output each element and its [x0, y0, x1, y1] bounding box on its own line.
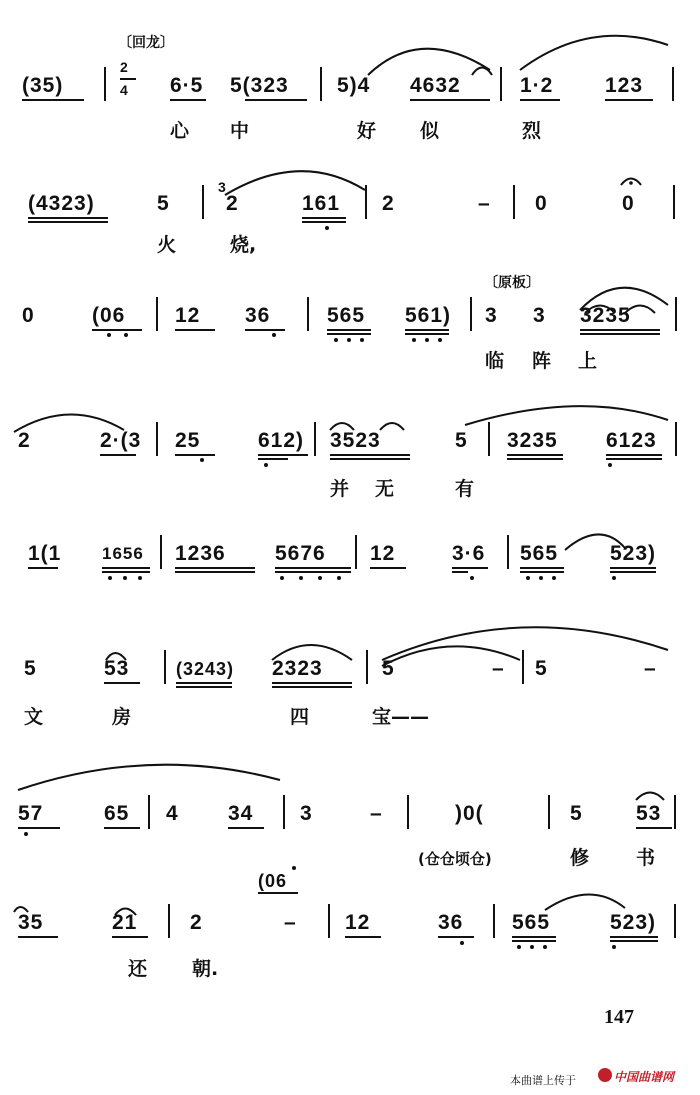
note-group: 0: [535, 192, 548, 215]
octave-dot: [438, 338, 442, 342]
octave-dot: [612, 576, 616, 580]
underline: [175, 454, 215, 456]
octave-dot: [200, 458, 204, 462]
underline: [405, 329, 449, 331]
octave-dot: [318, 576, 322, 580]
note-group: 53: [104, 657, 130, 680]
bar-line: [675, 297, 677, 331]
underline: [228, 827, 264, 829]
note-group: 565: [327, 304, 366, 327]
underline: [258, 454, 308, 456]
underline: [272, 682, 352, 684]
underline: [92, 329, 142, 331]
note-group: 3·6: [452, 542, 486, 565]
octave-dot: [552, 576, 556, 580]
note-group: 1·2: [520, 74, 554, 97]
note-group: 21: [112, 911, 138, 934]
octave-dot: [425, 338, 429, 342]
octave-dot: [612, 945, 616, 949]
lyric: 火: [157, 234, 177, 256]
note-group: 5(323: [230, 74, 289, 97]
note-group: 5: [157, 192, 170, 215]
underline: [28, 217, 108, 219]
underline: [606, 454, 662, 456]
note-group: 2323: [272, 657, 323, 680]
octave-dot: [539, 576, 543, 580]
underline: [520, 99, 560, 101]
note-group: 12: [345, 911, 371, 934]
bar-line: [156, 297, 158, 331]
lyric: 中: [230, 120, 250, 142]
lyric: 宝——: [372, 706, 430, 728]
underline: [28, 221, 108, 223]
underline: [28, 567, 58, 569]
bar-line: [500, 67, 502, 101]
octave-dot: [272, 333, 276, 337]
bar-line: [672, 67, 674, 101]
underline: [258, 892, 298, 894]
note-group: 5: [455, 429, 468, 452]
note-group: 612): [258, 429, 305, 452]
note-group: 3: [485, 304, 498, 327]
note-group: 3235: [580, 304, 631, 327]
note-group: 1(1: [28, 542, 62, 565]
note-group: 0: [622, 192, 635, 215]
note-group: 12: [175, 304, 201, 327]
note-group: 35: [18, 911, 44, 934]
octave-dot: [325, 226, 329, 230]
site-logo-icon: [598, 1068, 612, 1082]
note-group: 25: [175, 429, 201, 452]
time-signature-top: 2: [120, 59, 129, 75]
bar-line: [307, 297, 309, 331]
underline: [507, 454, 563, 456]
note-group: 2: [18, 429, 31, 452]
underline: [275, 567, 351, 569]
octave-dot: [337, 576, 341, 580]
bar-line: [320, 67, 322, 101]
underline: [102, 567, 150, 569]
lyric: 上: [578, 350, 598, 372]
bar-line: [283, 795, 285, 829]
bar-line: [675, 422, 677, 456]
bar-line: [168, 904, 170, 938]
underline: [610, 571, 656, 573]
note-group: 3: [533, 304, 546, 327]
lyric: 四: [290, 706, 310, 728]
upload-credit-text: 本曲谱上传于: [510, 1074, 576, 1087]
note-group: 65: [104, 802, 130, 825]
note-group: (35): [22, 74, 64, 97]
underline: [275, 571, 351, 573]
underline: [370, 567, 406, 569]
time-signature-line: [120, 78, 136, 80]
underline: [22, 99, 84, 101]
octave-dot: [24, 832, 28, 836]
lyric: 房: [112, 706, 132, 728]
underline: [580, 329, 660, 331]
note-group: 523): [610, 542, 657, 565]
underline: [18, 827, 60, 829]
note-group: –: [492, 657, 505, 680]
lyric: 临: [485, 350, 505, 372]
lyric: 阵: [532, 350, 552, 372]
octave-dot: [123, 576, 127, 580]
note-group: 4: [166, 802, 179, 825]
lyric: 修: [570, 847, 590, 869]
underline: [100, 454, 136, 456]
bar-line: [314, 422, 316, 456]
note-group: 561): [405, 304, 452, 327]
note-group: 1236: [175, 542, 226, 565]
underline: [327, 329, 371, 331]
note-group: 123: [605, 74, 644, 97]
underline: [507, 458, 563, 460]
lyric: 烧,: [230, 234, 257, 256]
lyric: 无: [375, 478, 395, 500]
note-group: 565: [512, 911, 551, 934]
note-group: 6·5: [170, 74, 204, 97]
note-group: 2: [226, 192, 239, 215]
note-group: –: [370, 802, 383, 825]
site-name-link[interactable]: 中国曲谱网: [614, 1070, 675, 1084]
bar-line: [407, 795, 409, 829]
bar-line: [366, 650, 368, 684]
page-number: 147: [604, 1006, 634, 1028]
underline: [605, 99, 653, 101]
underline: [512, 940, 556, 942]
note-group: 565: [520, 542, 559, 565]
underline: [176, 686, 232, 688]
note-group: 161: [302, 192, 341, 215]
bar-line: [328, 904, 330, 938]
octave-dot: [292, 866, 296, 870]
octave-dot: [108, 576, 112, 580]
underline: [610, 940, 658, 942]
bar-line: [355, 535, 357, 569]
lyric: 朝.: [192, 958, 219, 980]
note-group: 3523: [330, 429, 381, 452]
bar-line: [365, 185, 367, 219]
octave-dot: [334, 338, 338, 342]
percussion-text: (仓仓顷仓): [418, 850, 492, 868]
underline: [245, 329, 285, 331]
octave-dot: [517, 945, 521, 949]
octave-dot: [530, 945, 534, 949]
lyric: 心: [170, 120, 190, 142]
note-group: 34: [228, 802, 254, 825]
underline: [102, 571, 150, 573]
underline: [104, 682, 140, 684]
underline: [245, 99, 307, 101]
underline: [410, 99, 490, 101]
note-group: 5: [570, 802, 583, 825]
bar-line: [164, 650, 166, 684]
underline: [606, 458, 662, 460]
note-group: 5: [535, 657, 548, 680]
underline: [302, 217, 346, 219]
note-group: 5676: [275, 542, 326, 565]
note-group: (06: [92, 304, 126, 327]
bar-line: [156, 422, 158, 456]
note-group: (3243): [176, 659, 235, 679]
note-group: 2: [190, 911, 203, 934]
note-group: –: [478, 192, 491, 215]
note-group: 5)4: [337, 74, 371, 97]
bar-line: [674, 795, 676, 829]
underline: [520, 567, 564, 569]
note-group: 0: [22, 304, 35, 327]
note-group: 6123: [606, 429, 657, 452]
note-group: 57: [18, 802, 44, 825]
underline: [272, 686, 352, 688]
underline: [112, 936, 148, 938]
octave-dot: [460, 941, 464, 945]
bar-line: [548, 795, 550, 829]
bar-line: [488, 422, 490, 456]
lyric: 有: [455, 478, 475, 500]
underline: [175, 329, 215, 331]
time-signature-bottom: 4: [120, 82, 129, 98]
underline: [330, 454, 410, 456]
underline: [175, 567, 255, 569]
note-group: 5: [382, 657, 395, 680]
note-group: 3235: [507, 429, 558, 452]
bar-line: [470, 297, 472, 331]
bar-line: [522, 650, 524, 684]
lyric: 好: [357, 120, 377, 142]
underline: [258, 458, 288, 460]
bar-line: [673, 185, 675, 219]
underline: [170, 99, 206, 101]
note-group: 2·(3: [100, 429, 142, 452]
note-group: 5: [24, 657, 37, 680]
bar-line: [507, 535, 509, 569]
octave-dot: [264, 463, 268, 467]
octave-dot: [107, 333, 111, 337]
lyric: 还: [128, 958, 148, 980]
octave-dot: [526, 576, 530, 580]
underline: [452, 567, 488, 569]
lyric: 似: [420, 120, 440, 142]
underline: [452, 571, 468, 573]
octave-dot: [347, 338, 351, 342]
underline: [104, 827, 140, 829]
underline: [636, 827, 672, 829]
bar-line: [513, 185, 515, 219]
underline: [438, 936, 474, 938]
bar-line: [148, 795, 150, 829]
underline: [405, 333, 449, 335]
note-group: –: [284, 911, 297, 934]
octave-dot: [470, 576, 474, 580]
octave-dot: [412, 338, 416, 342]
bar-line: [202, 185, 204, 219]
note-group: 36: [438, 911, 464, 934]
bar-line: [104, 67, 106, 101]
section-label-yuan-ban: 〔原板〕: [484, 275, 540, 291]
note-group: 53: [636, 802, 662, 825]
underline: [176, 682, 232, 684]
note-group: 2: [382, 192, 395, 215]
octave-dot: [543, 945, 547, 949]
section-label-hui-long: 〔回龙〕: [118, 35, 174, 51]
note-group: 36: [245, 304, 271, 327]
note-group: 1656: [102, 544, 144, 563]
note-group: (06: [258, 871, 288, 891]
bar-line: [160, 535, 162, 569]
bar-line: [493, 904, 495, 938]
lyric: 烈: [522, 120, 542, 142]
note-group: (4323): [28, 192, 95, 215]
underline: [580, 333, 660, 335]
octave-dot: [280, 576, 284, 580]
note-group: 523): [610, 911, 657, 934]
lyric: 并: [330, 478, 350, 500]
note-group: 3: [300, 802, 313, 825]
underline: [512, 936, 556, 938]
note-group: )0(: [455, 802, 484, 825]
underline: [327, 333, 371, 335]
underline: [18, 936, 58, 938]
underline: [302, 221, 346, 223]
octave-dot: [138, 576, 142, 580]
note-group: 12: [370, 542, 396, 565]
octave-dot: [299, 576, 303, 580]
lyric: 文: [24, 706, 44, 728]
underline: [610, 567, 656, 569]
bar-line: [674, 904, 676, 938]
octave-dot: [124, 333, 128, 337]
octave-dot: [360, 338, 364, 342]
underline: [330, 458, 410, 460]
underline: [520, 571, 564, 573]
underline: [345, 936, 381, 938]
lyric: 书: [636, 847, 656, 869]
note-group: 4632: [410, 74, 461, 97]
octave-dot: [608, 463, 612, 467]
underline: [175, 571, 255, 573]
grace-note: 3: [218, 179, 227, 195]
underline: [610, 936, 658, 938]
note-group: –: [644, 657, 657, 680]
